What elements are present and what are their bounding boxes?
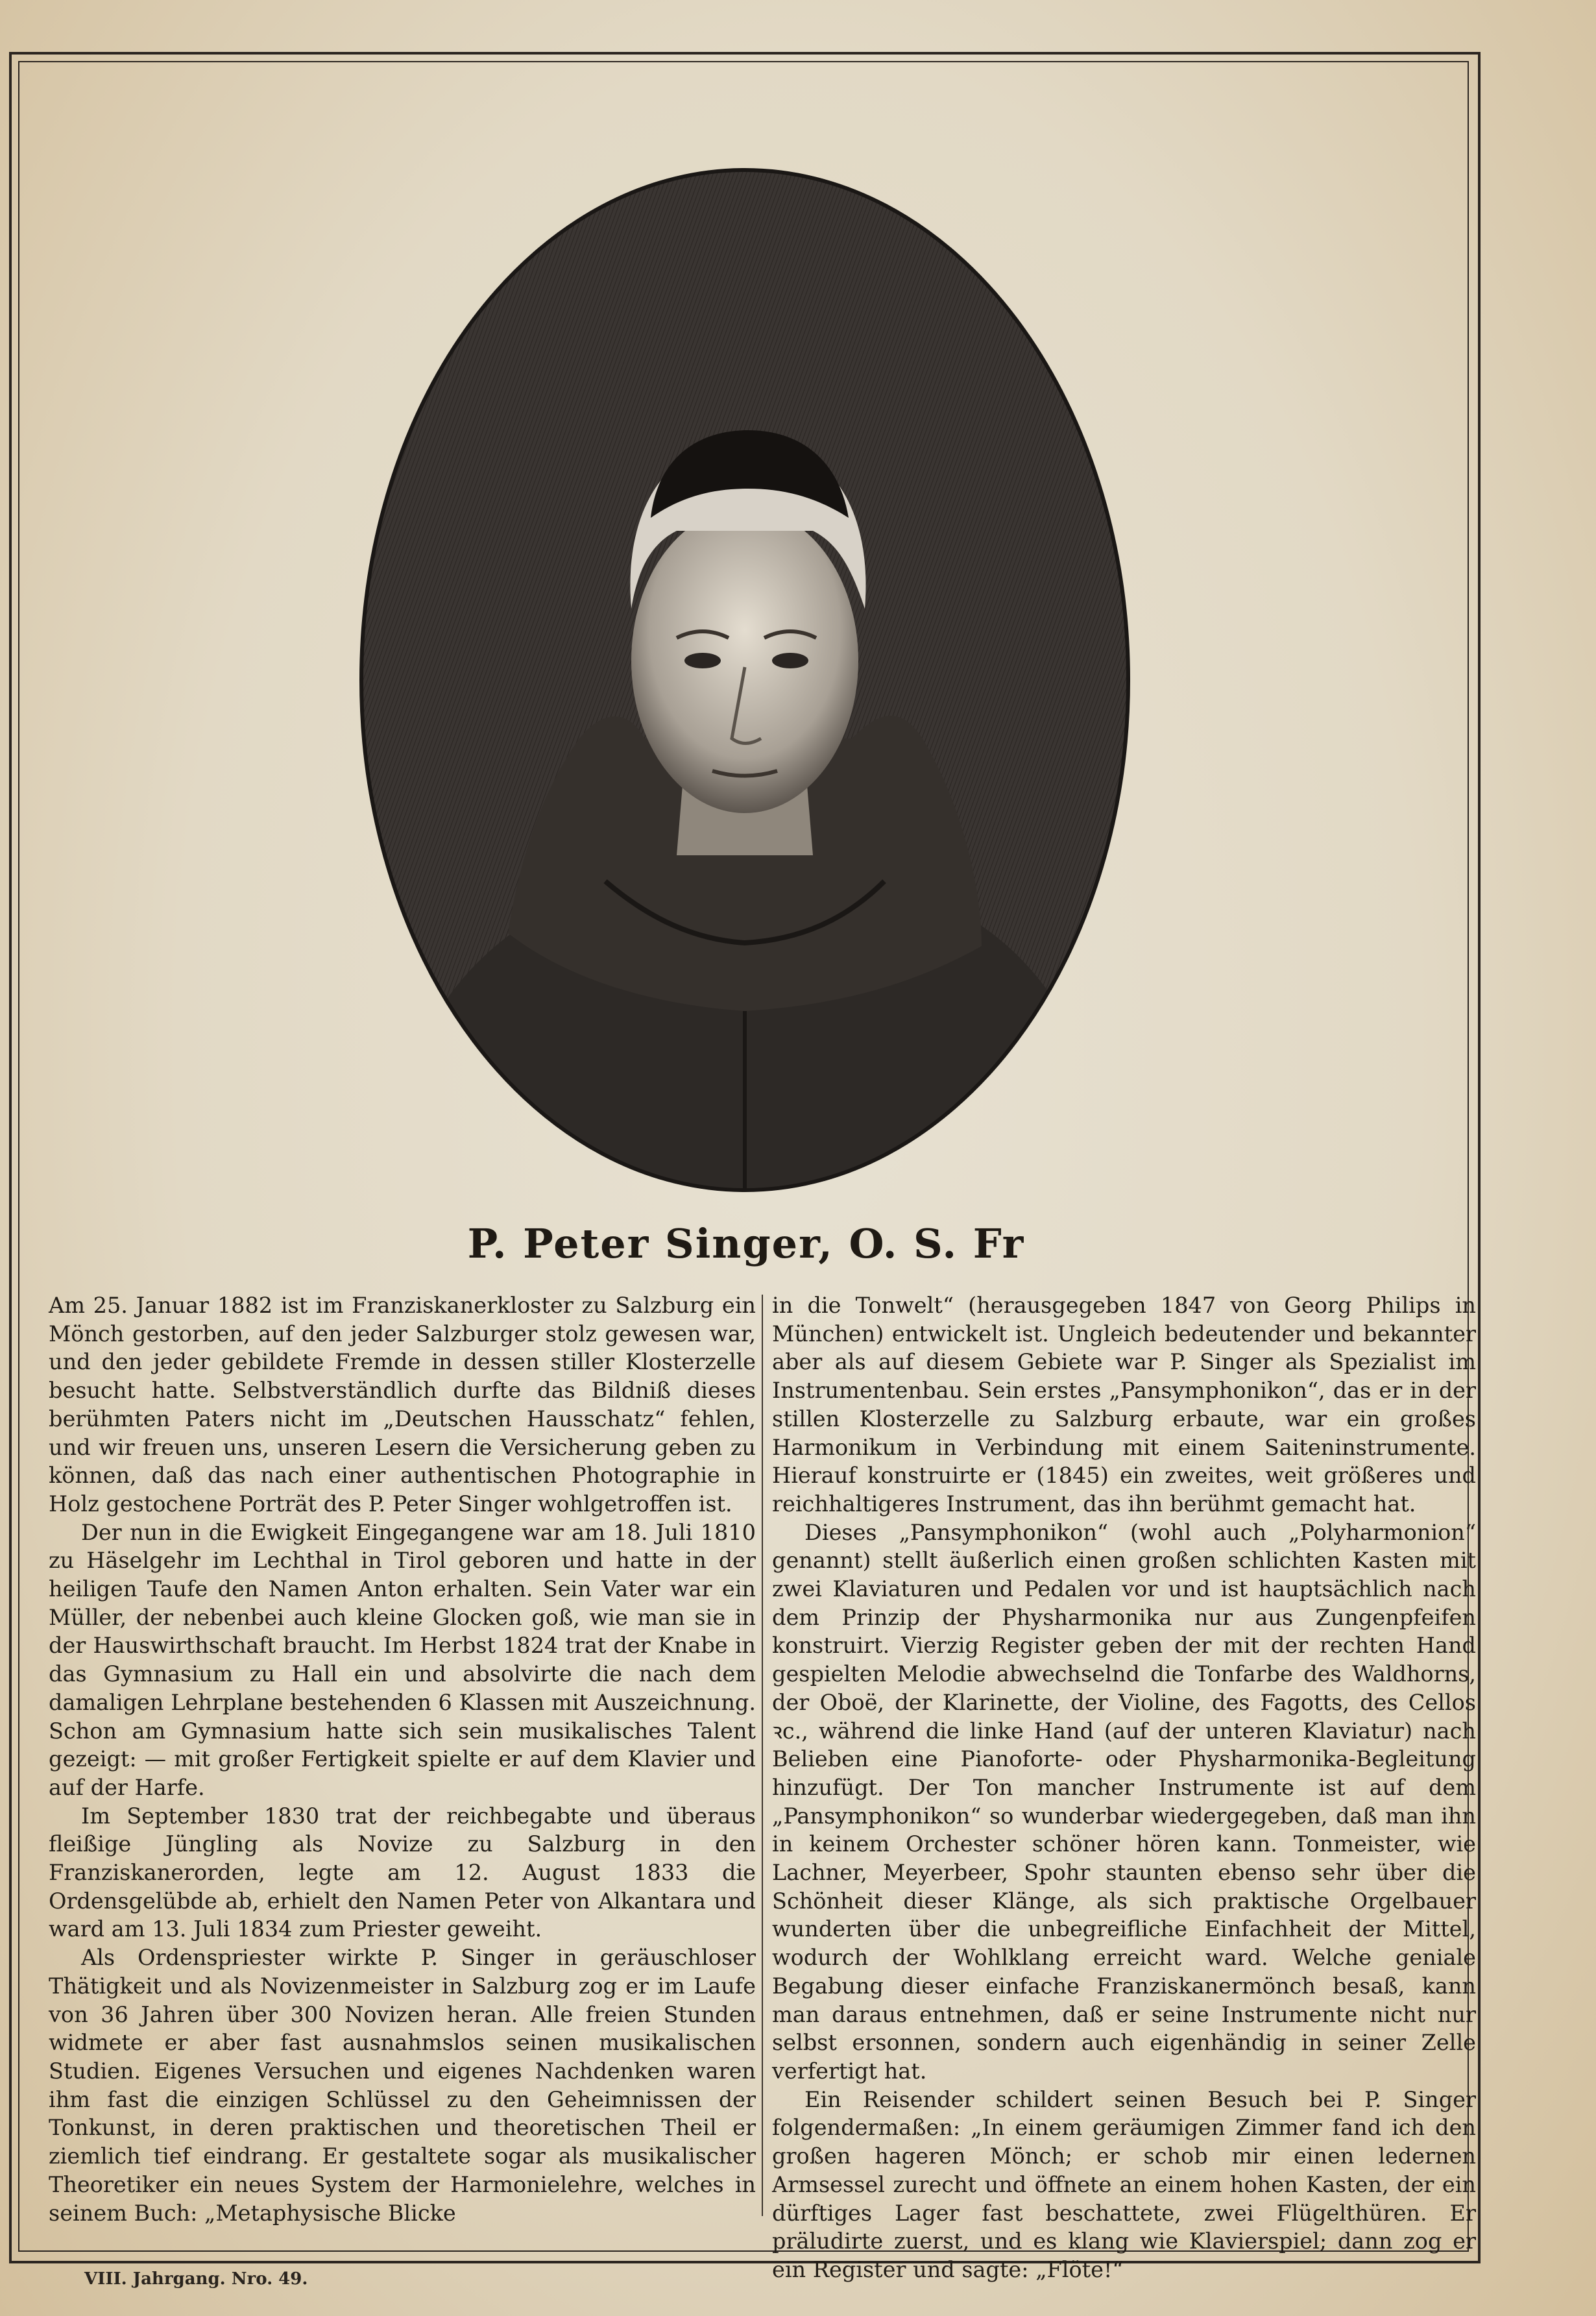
portrait-caption: P. Peter Singer, O. S. Fr: [467, 1220, 1025, 1267]
paragraph: in die Tonwelt“ (herausgegeben 1847 von Georg Philips in München) entwickelt ist. Ungleich bedeutender und bekannter aber als auf diesem Gebiete war P. Singer als Spezialist im Instrumentenbau. Sein erstes „Pansymphonikon“, das er in der stillen Klosterzelle zu Salzburg erbaute, war ein großes Harmonikum in Verbindung mit einem Saiteninstrumente. Hierauf konstruirte er (1845) ein zweites, weit größeres und reichhaltigeres Instrument, das ihn berühmt gemacht hat.: [772, 1293, 1476, 1517]
article-left-column: [49, 1291, 756, 2226]
article-right-column: [772, 1291, 1476, 2282]
paragraph: Der nun in die Ewigkeit Eingegangene war am 18. Juli 1810 zu Häselgehr im Lechthal in Tirol geboren und hatte in der heiligen Taufe den Namen Anton erhalten. Sein Vater war ein Müller, der nebenbei auch kleine Glocken goß, wie man sie in der Hauswirthschaft braucht. Im Herbst 1824 trat der Knabe in das Gymnasium zu Hall ein und absolvirte die nach dem damaligen Lehrplane bestehenden 6 Klassen mit Auszeichnung. Schon am Gymnasium hatte sich sein musikalisches Talent gezeigt: — mit großer Fertigkeit spielte er auf dem Klavier und auf der Harfe.: [49, 1519, 756, 1800]
paragraph: Im September 1830 trat der reichbegabte und überaus fleißige Jüngling als Novize zu Salzburg in den Franziskanerorden, legte am 12. August 1833 die Ordensgelübde ab, erhielt den Namen Peter von Alkantara und ward am 13. Juli 1834 zum Priester geweiht.: [49, 1803, 756, 1942]
paragraph: Am 25. Januar 1882 ist im Franziskanerkloster zu Salzburg ein Mönch gestorben, auf den jeder Salzburger stolz gewesen war, und den jeder gebildete Fremde in dessen stiller Klosterzelle besucht hatte. Selbstverständlich durfte das Bildniß dieses berühmten Paters nicht im „Deutschen Hausschatz“ fehlen, und wir freuen uns, unseren Lesern die Versicherung geben zu können, daß das nach einer authentischen Photographie in Holz gestochene Porträt des P. Peter Singer wohlgetroffen ist.: [49, 1293, 756, 1517]
paragraph: Ein Reisender schildert seinen Besuch bei P. Singer folgendermaßen: „In einem geräumigen Zimmer fand ich den großen hageren Mönch; er schob mir einen ledernen Armsessel zurecht und öffnete an einem hohen Kasten, der ein dürftiges Lager fast beschattete, zwei Flügelthüren. Er präludirte zuerst, und es klang wie Klavierspiel; dann zog er ein Register und sagte: „Flöte!“: [772, 2086, 1476, 2282]
paragraph: Als Ordenspriester wirkte P. Singer in geräuschloser Thätigkeit und als Novizenmeister in Salzburg zog er im Laufe von 36 Jahren über 300 Novizen heran. Alle freien Stunden widmete er aber fast ausnahmslos seinen musikalischen Studien. Eigenes Versuchen und eigenes Nachdenken waren ihm fast die einzigen Schlüssel zu den Geheimnissen der Tonkunst, in deren praktischen und theoretischen Theil er ziemlich tief eindrang. Er gestaltete sogar als musikalischer Theoretiker ein neues System der Harmonielehre, welches in seinem Buch: „Metaphysische Blicke: [49, 1945, 756, 2226]
column-divider: [762, 1295, 763, 2216]
issue-footer: VIII. Jahrgang. Nro. 49.: [84, 2269, 308, 2289]
paragraph: Dieses „Pansymphonikon“ (wohl auch „Polyharmonion“ genannt) stellt äußerlich einen großen schlichten Kasten mit zwei Klaviaturen und Pedalen vor und ist hauptsächlich nach dem Prinzip der Physharmonika nur aus Zungenpfeifen konstruirt. Vierzig Register geben der mit der rechten Hand gespielten Melodie abwechselnd die Tonfarbe des Waldhorns, der Oboë, der Klarinette, der Violine, des Fagotts, des Cellos ꝛc., während die linke Hand (auf der unteren Klaviatur) nach Belieben eine Pianoforte- oder Physharmonika-Begleitung hinzufügt. Der Ton mancher Instrumente ist auf dem „Pansymphonikon“ so wunderbar wiedergegeben, daß man ihn in keinem Orchester schöner hören kann. Tonmeister, wie Lachner, Meyerbeer, Spohr staunten ebenso sehr über die Schönheit dieser Klänge, als sich praktische Orgelbauer wunderten über die unbegreifliche Einfachheit der Mittel, wodurch der Wohlklang erreicht ward. Welche geniale Begabung dieser einfache Franziskanermönch besaß, kann man daraus entnehmen, daß er seine Instrumente nicht nur selbst ersonnen, sondern auch eigenhändig in seiner Zelle verfertigt hat.: [772, 1519, 1476, 2084]
portrait-engraving: [359, 167, 1131, 1193]
